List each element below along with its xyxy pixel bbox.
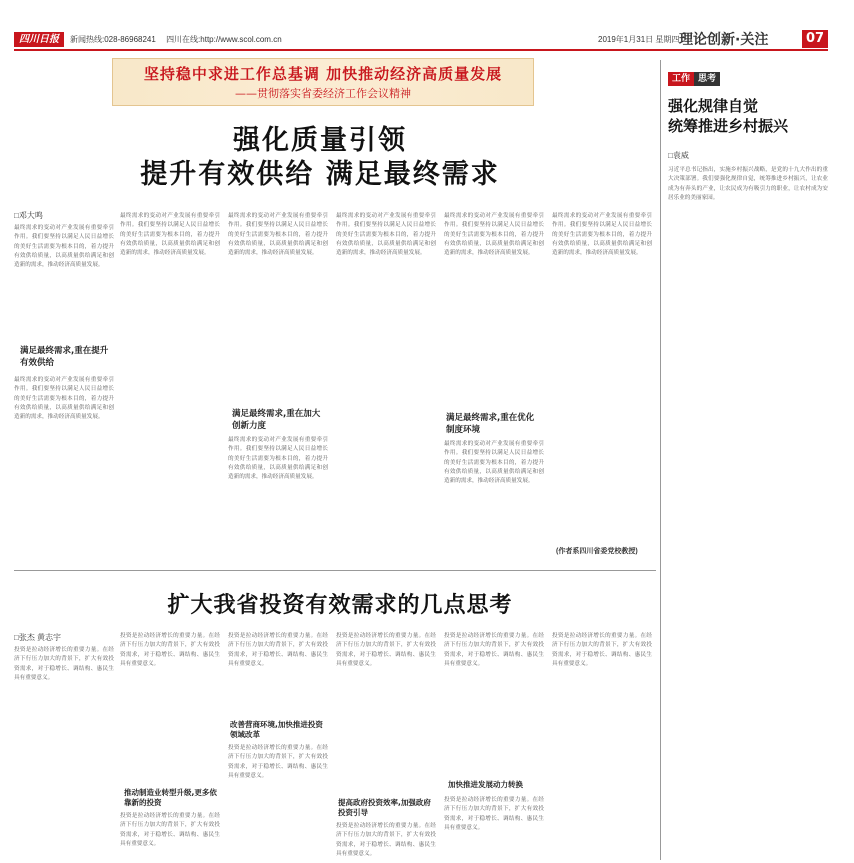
sidebar-title-line2: 统筹推进乡村振兴	[668, 117, 789, 135]
newspaper-logo: 四川日报	[14, 32, 64, 47]
page-header	[0, 0, 854, 50]
article2-subhead2: 改善营商环境,加快推进投资领域改革	[230, 720, 323, 739]
article2-body-col2: 投资是拉动经济增长的重要力量。在经济下行压力加大的背景下，扩大有效投资需求，对于稳增长、调结构、惠民生具有重要意义。	[120, 633, 220, 667]
website-link[interactable]: 四川在线:http://www.scol.com.cn	[166, 35, 282, 44]
banner-title: 坚持稳中求进工作总基调 加快推动经济高质量发展	[143, 65, 503, 83]
issue-date: 2019年1月31日 星期四	[598, 35, 680, 44]
sidebar-tag-left: 工作	[668, 72, 694, 86]
article1-title-line2: 提升有效供给 满足最终需求	[140, 159, 500, 190]
article2-subhead3: 提高政府投资效率,加强政府投资引导	[338, 798, 431, 817]
article1-source: (作者系四川省委党校教授)	[556, 548, 638, 555]
sidebar-tag-right: 思考	[694, 72, 720, 86]
header-info	[70, 34, 290, 45]
article1-body-col5: 最终需求的变动对产业发展有重要牵引作用。我们要坚持以满足人民日益增长的美好生活需要为根本目的，着力提升有效供给质量，以高质量供给满足和创造新的需求，推动经济高质量发展。	[444, 213, 544, 257]
article1-body-col2: 最终需求的变动对产业发展有重要牵引作用。我们要坚持以满足人民日益增长的美好生活需要为根本目的，着力提升有效供给质量，以高质量供给满足和创造新的需求，推动经济高质量发展。	[120, 213, 220, 257]
theme-banner	[112, 58, 534, 106]
column-divider	[660, 60, 661, 860]
article1-body-col5b: 最终需求的变动对产业发展有重要牵引作用。我们要坚持以满足人民日益增长的美好生活需要为根本目的，着力提升有效供给质量，以高质量供给满足和创造新的需求，推动经济高质量发展。	[444, 441, 544, 485]
article2-body-col3: 投资是拉动经济增长的重要力量。在经济下行压力加大的背景下，扩大有效投资需求，对于稳增长、调结构、惠民生具有重要意义。	[228, 633, 328, 667]
article1-body-col4: 最终需求的变动对产业发展有重要牵引作用。我们要坚持以满足人民日益增长的美好生活需要为根本目的，着力提升有效供给质量，以高质量供给满足和创造新的需求，推动经济高质量发展。	[336, 213, 436, 257]
article1-body-col6: 最终需求的变动对产业发展有重要牵引作用。我们要坚持以满足人民日益增长的美好生活需要为根本目的，着力提升有效供给质量，以高质量供给满足和创造新的需求，推动经济高质量发展。	[552, 213, 652, 257]
article1-subhead1: 满足最终需求,重在提升有效供给	[20, 346, 109, 368]
article2-body-col3b: 投资是拉动经济增长的重要力量。在经济下行压力加大的背景下，扩大有效投资需求，对于稳增长、调结构、惠民生具有重要意义。	[228, 745, 328, 779]
article2-body-col6: 投资是拉动经济增长的重要力量。在经济下行压力加大的背景下，扩大有效投资需求，对于稳增长、调结构、惠民生具有重要意义。	[552, 633, 652, 667]
article1-author: □邓大鸣	[14, 211, 43, 220]
sidebar-body: 习近平总书记指出，实施乡村振兴战略，是党的十九大作出的重大决策部署。我们要强化规律自觉，统筹推进乡村振兴，让农业成为有奔头的产业，让农民成为有吸引力的职业，让农村成为安居乐业的美丽家园。	[668, 167, 828, 201]
article2-subhead4: 加快推进发展动力转换	[448, 780, 523, 789]
hotline-text: 新闻热线:028-86968241	[70, 35, 156, 44]
article1-subhead3: 满足最终需求,重在优化制度环境	[446, 413, 535, 435]
article1-title-line1: 强化质量引领	[233, 125, 407, 156]
article1-body-col1b: 最终需求的变动对产业发展有重要牵引作用。我们要坚持以满足人民日益增长的美好生活需要为根本目的，着力提升有效供给质量，以高质量供给满足和创造新的需求，推动经济高质量发展。	[14, 377, 114, 421]
article1-subhead2: 满足最终需求,重在加大创新力度	[232, 409, 321, 431]
page-number: 07	[802, 30, 828, 48]
article1-body-col3: 最终需求的变动对产业发展有重要牵引作用。我们要坚持以满足人民日益增长的美好生活需要为根本目的，着力提升有效供给质量，以高质量供给满足和创造新的需求，推动经济高质量发展。	[228, 213, 328, 257]
article2-body-col1: 投资是拉动经济增长的重要力量。在经济下行压力加大的背景下，扩大有效投资需求，对于稳增长、调结构、惠民生具有重要意义。	[14, 647, 114, 681]
article2-author: □张杰 黄志宇	[14, 633, 62, 642]
article2-body-col4b: 投资是拉动经济增长的重要力量。在经济下行压力加大的背景下，扩大有效投资需求，对于稳增长、调结构、惠民生具有重要意义。	[336, 823, 436, 857]
section-title: 理论创新·关注	[679, 32, 769, 48]
article2-body-col2b: 投资是拉动经济增长的重要力量。在经济下行压力加大的背景下，扩大有效投资需求，对于稳增长、调结构、惠民生具有重要意义。	[120, 813, 220, 847]
article2-body-col4: 投资是拉动经济增长的重要力量。在经济下行压力加大的背景下，扩大有效投资需求，对于稳增长、调结构、惠民生具有重要意义。	[336, 633, 436, 667]
header-divider	[14, 49, 828, 51]
article2-body-col5: 投资是拉动经济增长的重要力量。在经济下行压力加大的背景下，扩大有效投资需求，对于稳增长、调结构、惠民生具有重要意义。	[444, 633, 544, 667]
banner-subtitle: ——贯彻落实省委经济工作会议精神	[235, 87, 411, 100]
section-divider	[14, 570, 656, 571]
sidebar-tag	[668, 72, 720, 86]
article2-body-col5b: 投资是拉动经济增长的重要力量。在经济下行压力加大的背景下，扩大有效投资需求，对于稳增长、调结构、惠民生具有重要意义。	[444, 797, 544, 831]
article2-title: 扩大我省投资有效需求的几点思考	[167, 593, 513, 618]
article1-body-col3b: 最终需求的变动对产业发展有重要牵引作用。我们要坚持以满足人民日益增长的美好生活需要为根本目的，着力提升有效供给质量，以高质量供给满足和创造新的需求，推动经济高质量发展。	[228, 437, 328, 481]
sidebar-author: □袁威	[668, 151, 689, 160]
sidebar-title-line1: 强化规律自觉	[668, 97, 759, 115]
article2-subhead1: 推动制造业转型升级,更多依靠新的投资	[124, 788, 217, 807]
sidebar-title	[668, 96, 788, 136]
article1-body-col1: 最终需求的变动对产业发展有重要牵引作用。我们要坚持以满足人民日益增长的美好生活需要为根本目的，着力提升有效供给质量，以高质量供给满足和创造新的需求，推动经济高质量发展。	[14, 225, 114, 269]
